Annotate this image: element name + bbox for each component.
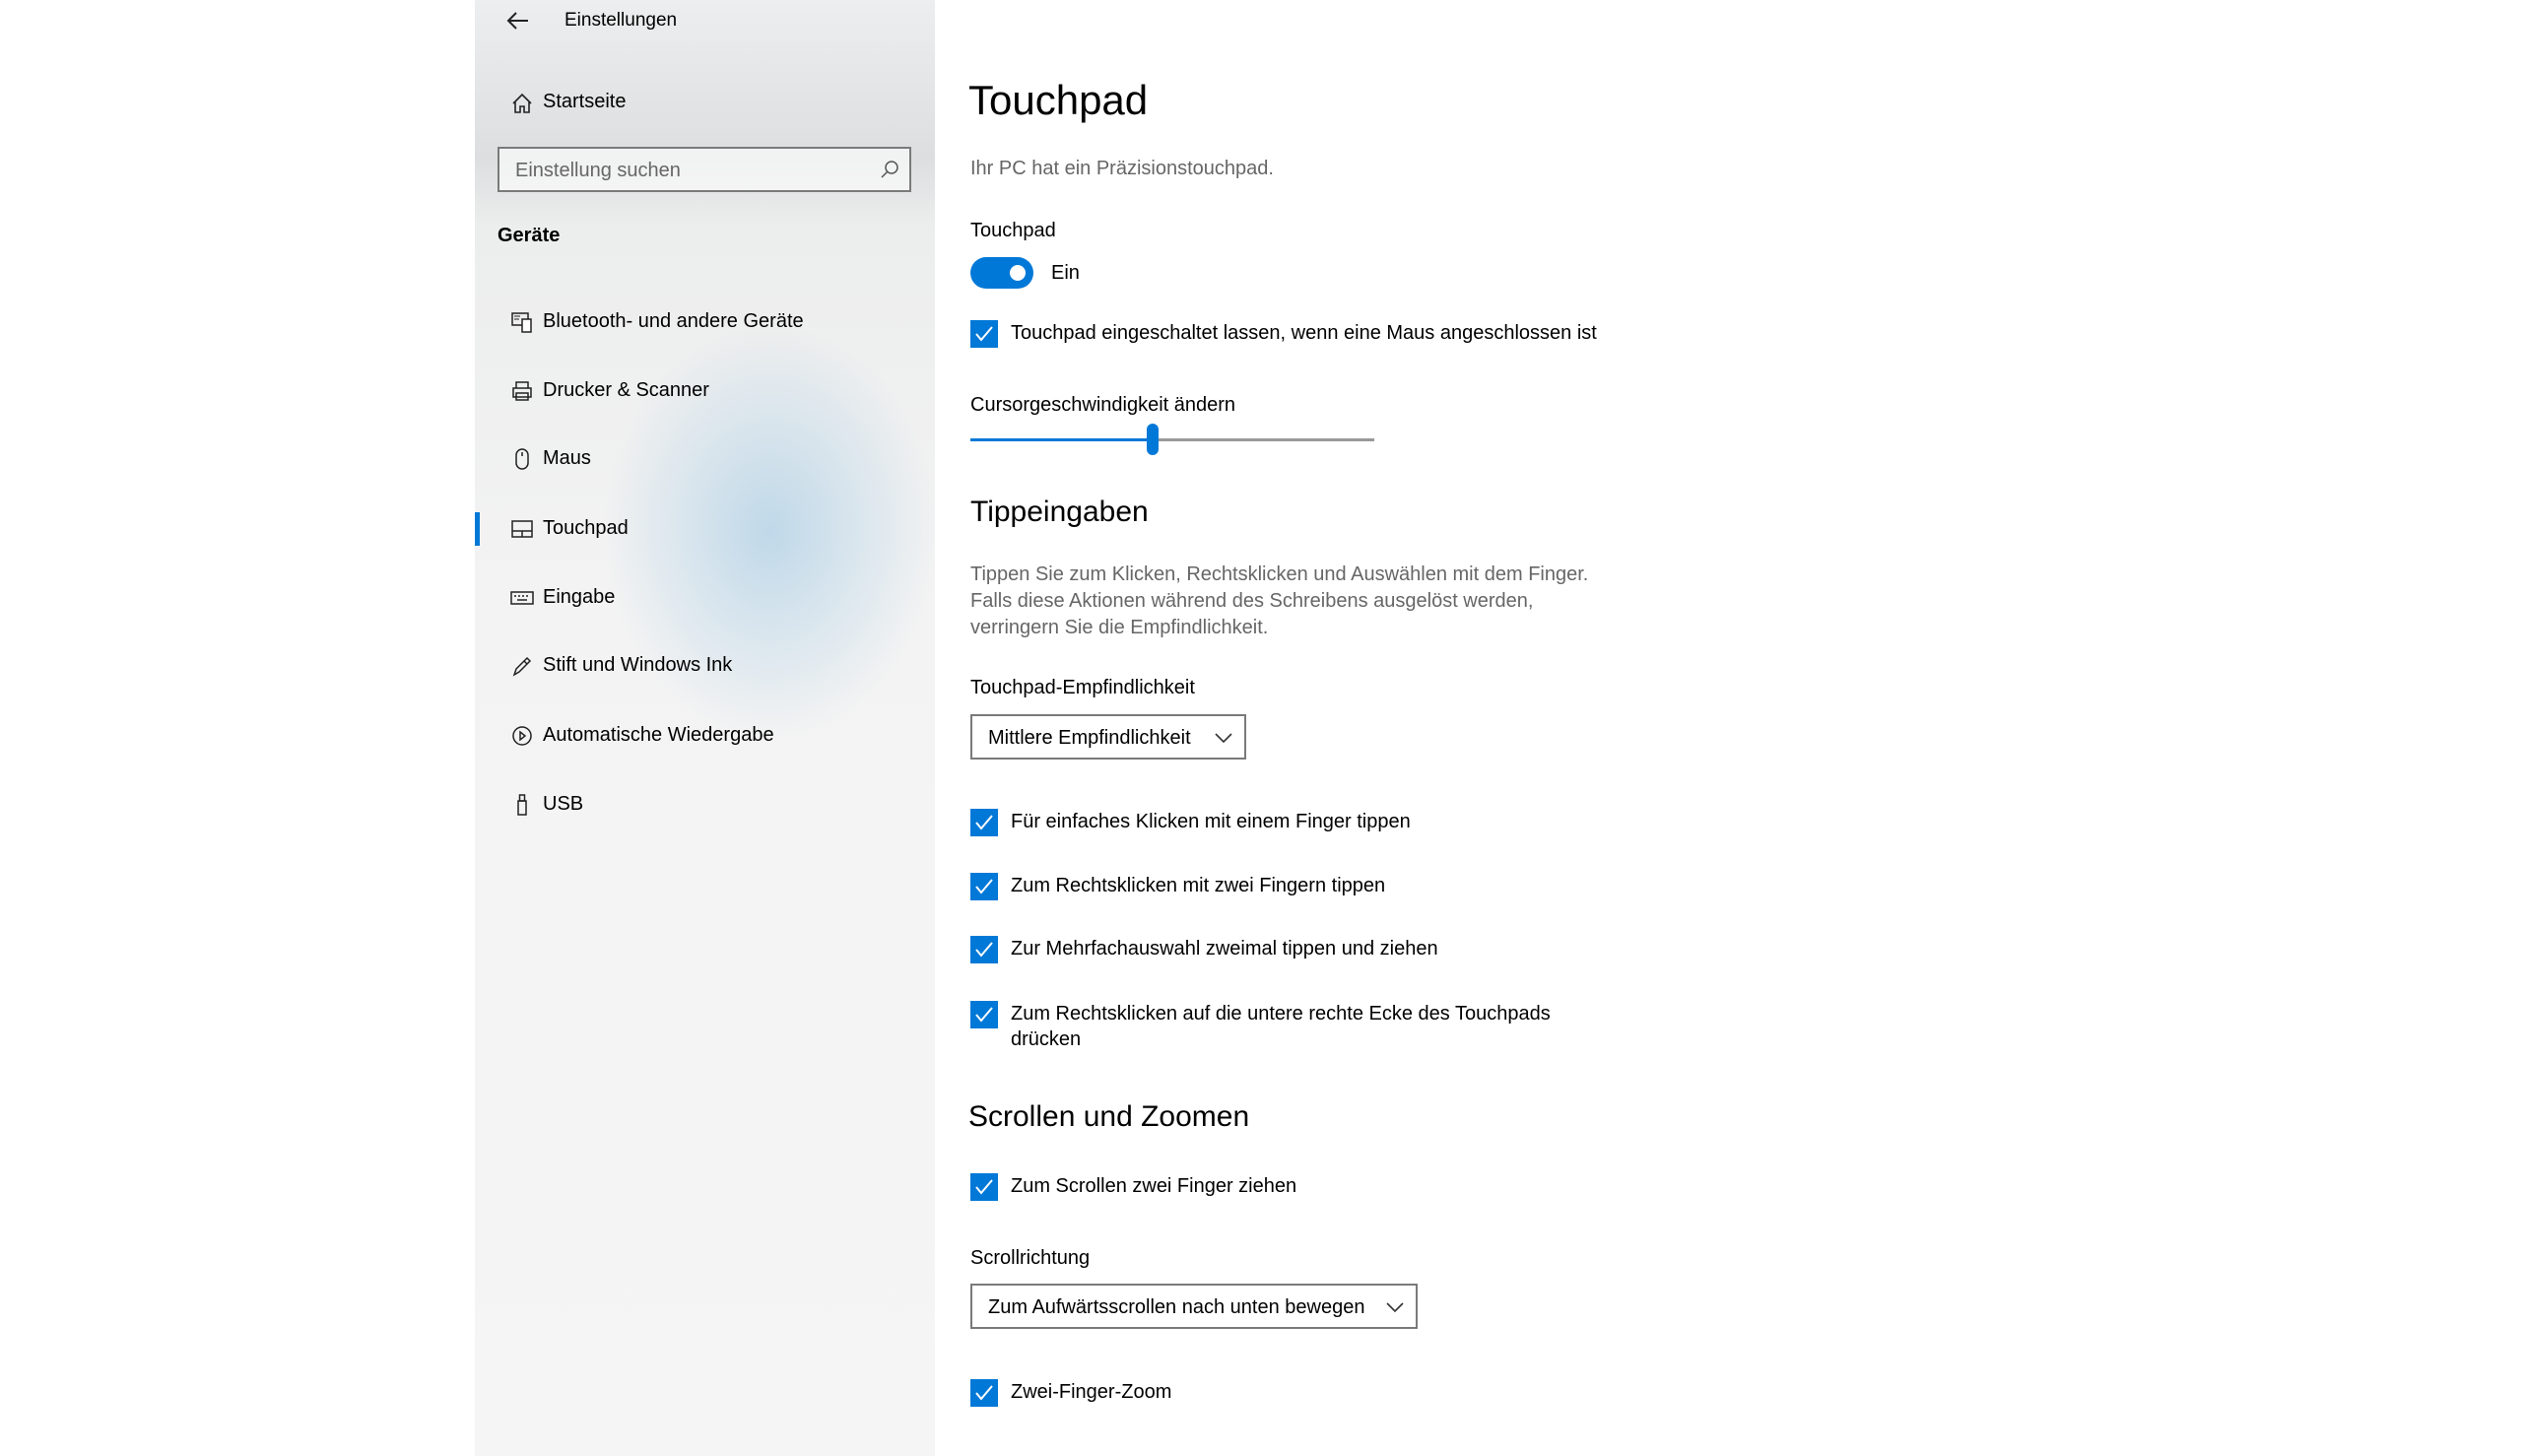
window-title: Einstellungen [564,10,678,31]
keyboard-icon [510,586,534,610]
sidebar [475,0,935,1456]
corner-click-checkbox[interactable] [970,1001,998,1028]
chevron-down-icon [1386,1301,1404,1313]
slider-thumb[interactable] [1147,424,1159,455]
slider-fill [970,438,1153,441]
chevron-down-icon [1215,732,1232,744]
sidebar-item-printers[interactable] [475,367,935,415]
tap-single-label: Für einfaches Klicken mit einem Finger tippen [1011,811,1411,832]
search-icon[interactable] [880,160,899,179]
tap-single-checkbox[interactable] [970,809,998,836]
scroll-label: Zum Scrollen zwei Finger ziehen [1011,1175,1297,1197]
search-placeholder: Einstellung suchen [515,160,681,181]
toggle-state: Ein [1051,262,1080,284]
sidebar-item-label: Stift und Windows Ink [543,654,733,676]
sidebar-item-label: Touchpad [543,517,629,539]
tap-two-finger-checkbox[interactable] [970,873,998,900]
sidebar-item-touchpad[interactable] [475,505,935,553]
home-icon [510,92,534,115]
sidebar-item-label: Drucker & Scanner [543,379,709,401]
sensitivity-label: Touchpad-Empfindlichkeit [970,677,1195,698]
tap-drag-checkbox[interactable] [970,936,998,963]
touchpad-icon [510,517,534,541]
cursor-speed-slider[interactable] [970,424,1374,455]
tap-two-finger-label: Zum Rechtsklicken mit zwei Fingern tippen [1011,875,1386,896]
scroll-direction-value: Zum Aufwärtsscrollen nach unten bewegen [988,1296,1365,1318]
scroll-direction-dropdown[interactable] [970,1284,1418,1329]
sensitivity-value: Mittlere Empfindlichkeit [988,727,1191,749]
zoom-checkbox[interactable] [970,1379,998,1407]
sidebar-home[interactable] [475,79,935,126]
keep-on-label: Touchpad eingeschaltet lassen, wenn eine Maus angeschlossen ist [1011,322,1597,344]
sidebar-item-usb[interactable] [475,781,935,828]
keep-on-checkbox[interactable] [970,320,998,348]
zoom-label: Zwei-Finger-Zoom [1011,1381,1172,1403]
page-subtitle: Ihr PC hat ein Präzisionstouchpad. [970,158,1274,179]
home-label: Startseite [543,91,627,112]
autoplay-icon [510,724,534,748]
corner-click-line: drücken [1011,1028,1082,1050]
tap-description-line: verringern Sie die Empfindlichkeit. [970,617,1269,638]
scroll-direction-label: Scrollrichtung [970,1247,1091,1269]
scroll-heading: Scrollen und Zoomen [968,1100,1250,1133]
sidebar-item-pen[interactable] [475,642,935,690]
sidebar-item-label: USB [543,793,584,815]
page-title: Touchpad [968,77,1149,123]
sidebar-item-autoplay[interactable] [475,712,935,760]
tap-heading: Tippeingaben [970,496,1149,528]
tap-description [970,562,1588,641]
tap-drag-label: Zur Mehrfachauswahl zweimal tippen und ziehen [1011,938,1438,960]
sidebar-item-typing[interactable] [475,574,935,622]
search-input[interactable] [498,147,911,192]
pen-icon [510,654,534,678]
corner-click-label [1011,1001,1551,1052]
sidebar-item-label: Automatische Wiedergabe [543,724,774,746]
mouse-icon [510,447,534,471]
sidebar-item-mouse[interactable] [475,435,935,483]
arrow-left-icon[interactable] [506,10,530,32]
sidebar-item-bluetooth[interactable] [475,298,935,346]
touchpad-toggle[interactable] [970,257,1033,289]
tap-description-line: Tippen Sie zum Klicken, Rechtsklicken und Auswählen mit dem Finger. [970,563,1589,585]
cursor-speed-label: Cursorgeschwindigkeit ändern [970,394,1236,416]
section-heading: Geräte [498,225,561,246]
touchpad-toggle-label: Touchpad [970,220,1056,241]
printer-icon [510,379,534,403]
bluetooth-devices-icon [510,310,534,334]
tap-description-line: Falls diese Aktionen während des Schreibens ausgelöst werden, [970,590,1534,612]
sidebar-item-label: Eingabe [543,586,616,608]
usb-icon [510,793,534,817]
corner-click-line: Zum Rechtsklicken auf die untere rechte Ecke des Touchpads [1011,1003,1551,1025]
sensitivity-dropdown[interactable] [970,714,1246,760]
sidebar-item-label: Bluetooth- und andere Geräte [543,310,804,332]
scroll-checkbox[interactable] [970,1173,998,1201]
sidebar-item-label: Maus [543,447,591,469]
